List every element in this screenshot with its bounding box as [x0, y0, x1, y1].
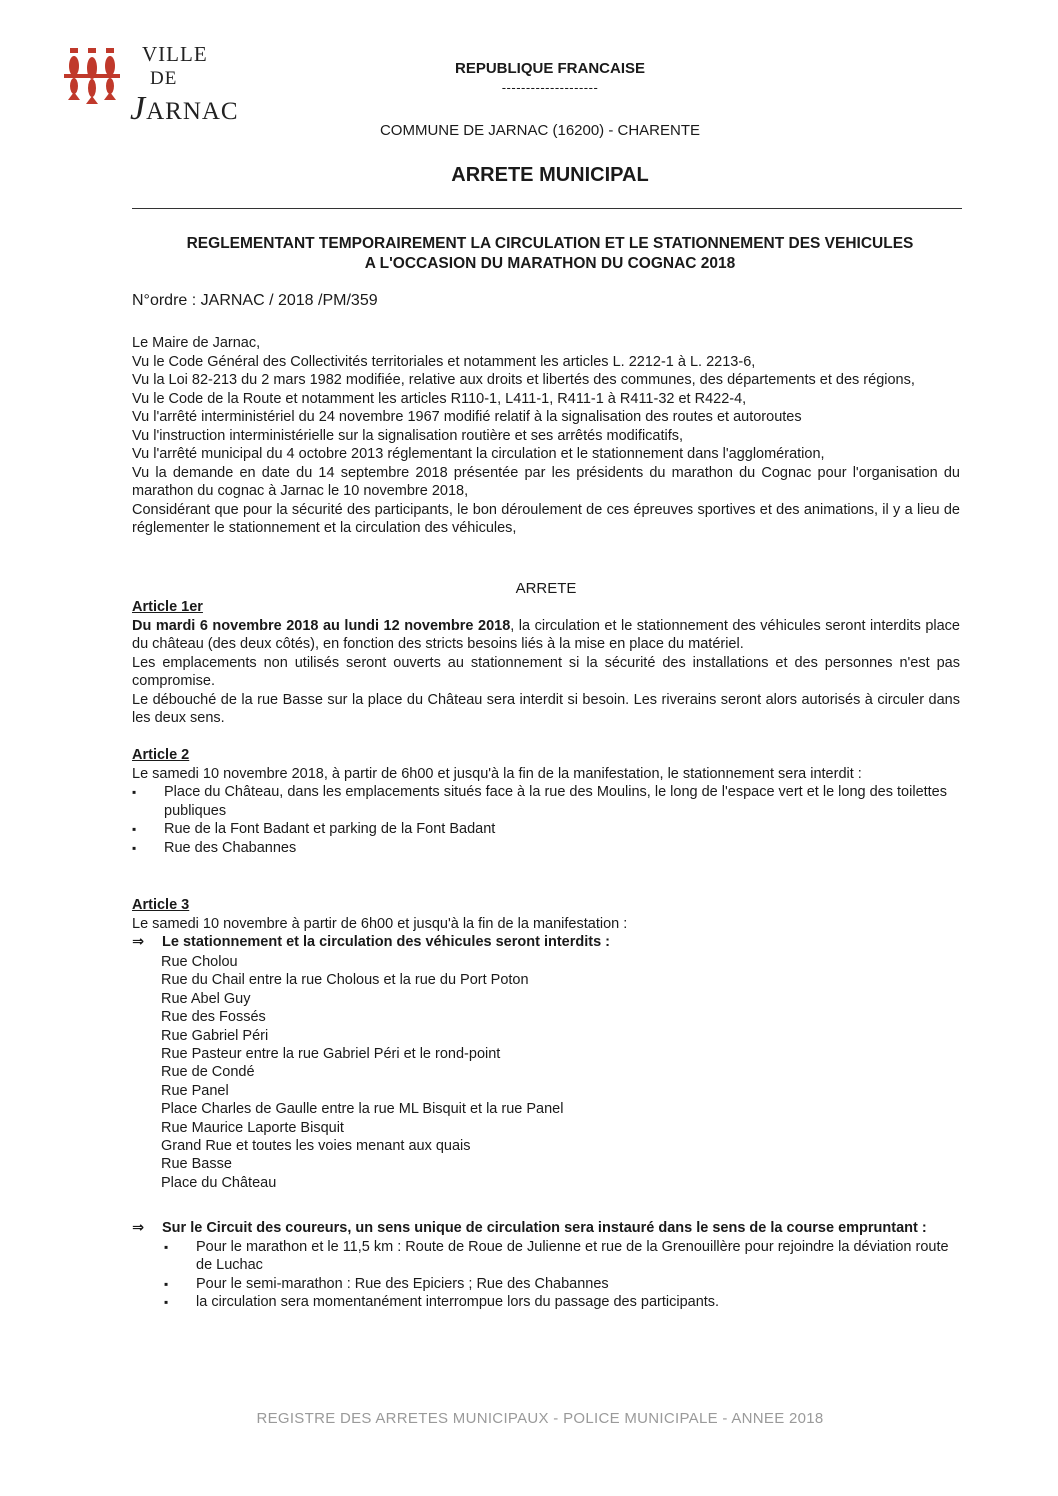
list-item: ▪ Pour le marathon et le 11,5 km : Route de Roue de Julienne et rue de la Grenouillère pour rejoindre la déviation route de Luchac — [164, 1238, 960, 1275]
street-item: Rue Gabriel Péri — [161, 1027, 269, 1044]
list-item: ▪ Place du Château, dans les emplacements situés face à la rue des Moulins, le long de l'espace vert et le long des toilettes publiques — [132, 783, 960, 820]
interdits-line: ⇒ Le stationnement et la circulation des véhicules seront interdits : — [132, 934, 610, 950]
fish-emblem-icon — [62, 48, 124, 110]
commune-line: COMMUNE DE JARNAC (16200) - CHARENTE — [379, 122, 701, 139]
article-2-title: Article 2 — [132, 747, 190, 763]
list-item: ▪ la circulation sera momentanément interrompue lors du passage des participants. — [164, 1293, 960, 1312]
article-3-intro: Le samedi 10 novembre à partir de 6h00 et jusqu'à la fin de la manifestation : — [132, 915, 628, 932]
street-item: Rue Maurice Laporte Bisquit — [161, 1119, 344, 1136]
republique-heading: REPUBLIQUE FRANCAISE — [454, 60, 645, 77]
article-2 — [132, 746, 960, 857]
street-item: Rue Basse — [161, 1156, 232, 1173]
list-item: ▪ Rue de la Font Badant et parking de la Font Badant — [132, 820, 960, 839]
article-1-paragraph: Les emplacements non utilisés seront ouverts au stationnement si la sécurité des installations et des personnes n'est pas compromise. — [132, 654, 960, 689]
preamble-item: Vu le Code Général des Collectivités territoriales et notamment les articles L. 2212-1 à L. 2213-6, — [132, 353, 756, 370]
street-item: Place Charles de Gaulle entre la rue ML Bisquit et la rue Panel — [161, 1101, 564, 1118]
preamble — [132, 334, 960, 538]
preamble-item: Vu l'instruction interministérielle sur la signalisation routière et ses arrêtés modificatifs, — [132, 427, 684, 444]
street-item: Rue Cholou — [161, 954, 238, 970]
article-2-list — [132, 783, 960, 857]
article-3 — [132, 896, 960, 952]
list-item: ▪ Pour le semi-marathon : Rue des Epiciers ; Rue des Chabannes — [164, 1275, 960, 1294]
street-item: Rue du Chail entre la rue Cholous et la rue du Port Poton — [161, 972, 529, 989]
arrow-icon: ⇒ — [132, 934, 145, 950]
street-list — [161, 953, 761, 1192]
circuit-line: ⇒ Sur le Circuit des coureurs, un sens unique de circulation sera instauré dans le sens de la course empruntant : — [132, 1220, 927, 1236]
title-divider — [132, 208, 962, 209]
street-item: Rue de Condé — [161, 1064, 255, 1081]
article-1 — [132, 598, 960, 728]
preamble-item: Considérant que pour la sécurité des participants, le bon déroulement de ces épreuves sportives et des animations, il y a lieu de réglementer le stationnement et la circulation des véhicules, — [132, 501, 960, 536]
street-item: Rue Abel Guy — [161, 990, 251, 1007]
article-1-paragraph: Du mardi 6 novembre 2018 au lundi 12 novembre 2018, la circulation et le stationnement des véhicules seront interdits place du château (des deux côtés), en fonction des stricts besoins liés à la mise en place du matériel. — [132, 617, 960, 652]
document-title: ARRETE MUNICIPAL — [451, 164, 649, 186]
preamble-item: Vu l'arrêté municipal du 4 octobre 2013 réglementant la circulation et le stationnement dans l'agglomération, — [132, 446, 825, 462]
town-logo — [62, 42, 242, 132]
street-item: Rue Pasteur entre la rue Gabriel Péri et le rond-point — [161, 1046, 501, 1063]
preamble-item: Vu la Loi 82-213 du 2 mars 1982 modifiée, relative aux droits et libertés des communes, des départements et des régions, — [132, 372, 915, 388]
circuit-list — [132, 1238, 960, 1312]
arrete-heading: ARRETE — [515, 580, 577, 597]
street-item: Place du Château — [161, 1174, 277, 1191]
logo-ville: VILLE — [142, 42, 208, 66]
logo-jarnac: JARNAC — [130, 90, 239, 127]
order-number: N°ordre : JARNAC / 2018 /PM/359 — [132, 292, 378, 309]
logo-de: DE — [150, 68, 178, 89]
separator-dashes: -------------------- — [501, 80, 599, 95]
subject-line-1: REGLEMENTANT TEMPORAIREMENT LA CIRCULATION ET LE STATIONNEMENT DES VEHICULES — [186, 235, 914, 252]
street-item: Grand Rue et toutes les voies menant aux quais — [161, 1138, 471, 1155]
registry-footer: REGISTRE DES ARRETES MUNICIPAUX - POLICE MUNICIPALE - ANNEE 2018 — [256, 1410, 824, 1427]
preamble-item: Vu la demande en date du 14 septembre 2018 présentée par les présidents du marathon du Cognac pour l'organisation du marathon du cognac à Jarnac le 10 novembre 2018, — [132, 464, 960, 499]
article-1-title: Article 1er — [132, 599, 203, 615]
article-2-intro: Le samedi 10 novembre 2018, à partir de 6h00 et jusqu'à la fin de la manifestation, le stationnement sera interdit : — [132, 765, 862, 782]
article-3-title: Article 3 — [132, 897, 190, 913]
subject-heading — [130, 234, 970, 274]
street-item: Rue Panel — [161, 1082, 229, 1099]
article-1-paragraph: Le débouché de la rue Basse sur la place du Château sera interdit si besoin. Les riverains seront alors autorisés à circuler dans les deux sens. — [132, 691, 960, 726]
subject-line-2: A L'OCCASION DU MARATHON DU COGNAC 2018 — [364, 255, 736, 272]
circuit-section — [132, 1219, 960, 1312]
street-item: Rue des Fossés — [161, 1009, 266, 1026]
preamble-item: Vu le Code de la Route et notamment les articles R110-1, L411-1, R411-1 à R411-32 et R422-4, — [132, 390, 747, 407]
arrow-icon: ⇒ — [132, 1220, 145, 1236]
preamble-item: Vu l'arrêté interministériel du 24 novembre 1967 modifié relatif à la signalisation des routes et autoroutes — [132, 409, 802, 425]
maire-line: Le Maire de Jarnac, — [132, 335, 261, 351]
list-item: ▪ Rue des Chabannes — [132, 839, 960, 858]
